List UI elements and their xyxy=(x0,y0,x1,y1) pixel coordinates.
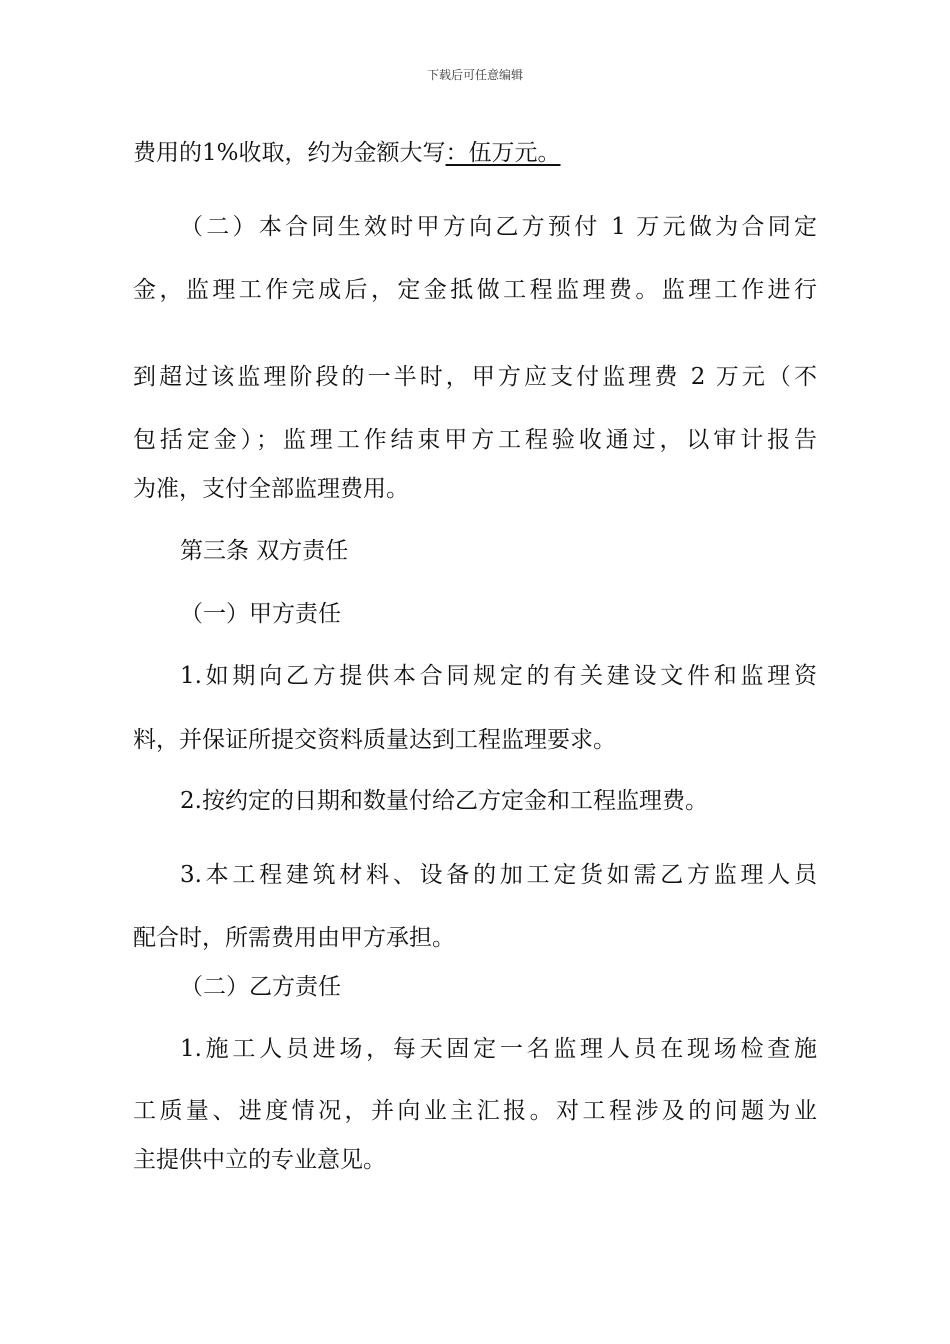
text-line-2: （二）本合同生效时甲方向乙方预付 1 万元做为合同定 xyxy=(180,214,817,240)
text-line-12: 3.本工程建筑材料、设备的加工定货如需乙方监理人员 xyxy=(180,862,817,888)
subsection-heading-b: （二）乙方责任 xyxy=(180,974,341,1000)
text-line-10: 料，并保证所提交资料质量达到工程监理要求。 xyxy=(133,727,616,753)
section-heading: 第三条 双方责任 xyxy=(180,538,349,564)
text-line-1 xyxy=(133,138,817,168)
text-line-15: 1.施工人员进场，每天固定一名监理人员在现场检查施 xyxy=(180,1036,817,1062)
text-line-6: 为准，支付全部监理费用。 xyxy=(133,476,409,502)
text-line-9: 1.如期向乙方提供本合同规定的有关建设文件和监理资 xyxy=(180,663,817,689)
page-header: 下载后可任意编辑 xyxy=(426,68,523,82)
text-line-16: 工质量、进度情况，并向业主汇报。对工程涉及的问题为业 xyxy=(133,1098,817,1124)
text-line-3: 金，监理工作完成后，定金抵做工程监理费。监理工作进行 xyxy=(133,277,817,303)
subsection-heading-a: （一）甲方责任 xyxy=(180,601,341,627)
line-text: 费用的1%收取，约为金额大写 xyxy=(133,140,446,166)
text-line-5: 包括定金）；监理工作结束甲方工程验收通过，以审计报告 xyxy=(133,427,817,453)
text-line-17: 主提供中立的专业意见。 xyxy=(133,1147,386,1173)
text-line-4: 到超过该监理阶段的一半时，甲方应支付监理费 2 万元（不 xyxy=(133,364,817,390)
text-line-11: 2.按约定的日期和数量付给乙方定金和工程监理费。 xyxy=(180,788,708,814)
text-line-13: 配合时，所需费用由甲方承担。 xyxy=(133,925,455,951)
underlined-amount: ：伍万元。 xyxy=(445,140,561,166)
